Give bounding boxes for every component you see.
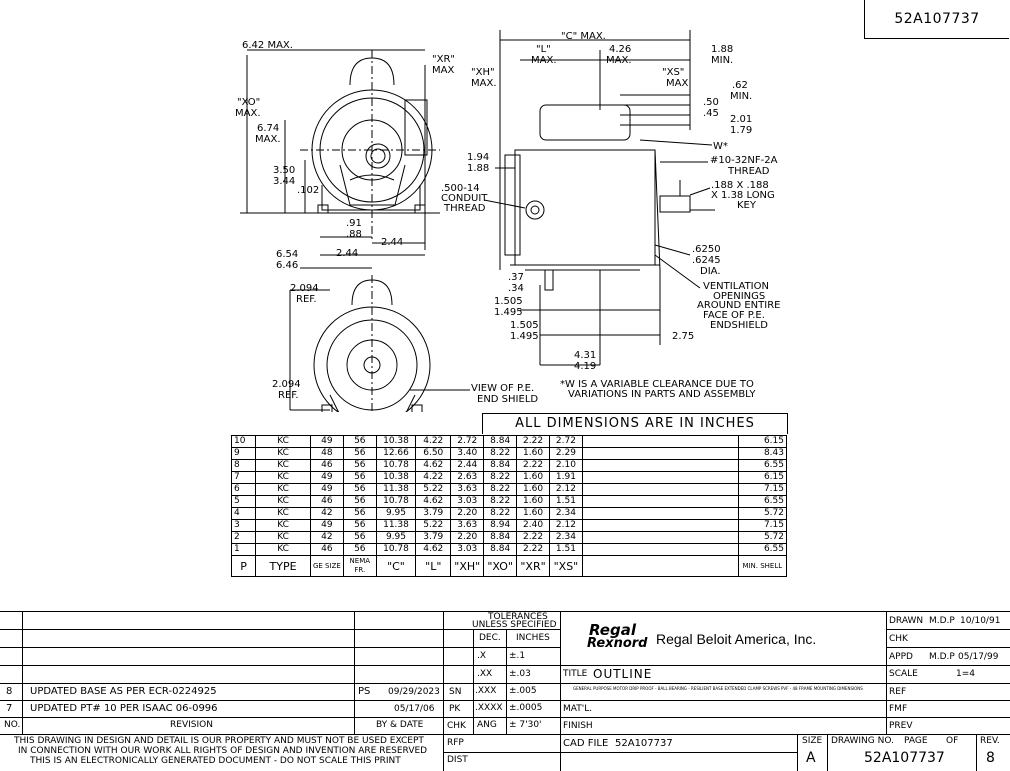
- dimension-cell: 10.78: [376, 496, 415, 508]
- drawing-no-value: 52A107737: [864, 750, 945, 766]
- dimension-cell: 7.15: [738, 484, 786, 496]
- dim-label: THREAD: [444, 203, 486, 214]
- dimension-row: [232, 460, 787, 472]
- company-logo-top: Regal: [589, 621, 636, 639]
- dim-label: 1.495: [510, 331, 539, 342]
- rear-view: [290, 275, 470, 412]
- dim-label: VARIATIONS IN PARTS AND ASSEMBLY: [568, 389, 756, 400]
- dimension-cell: 8.84: [484, 532, 517, 544]
- dimension-cell: 9.95: [376, 508, 415, 520]
- dim-label: 1.88: [711, 44, 734, 55]
- dimension-cell: 10.38: [376, 436, 415, 448]
- dimension-header-cell: NEMA FR.: [343, 556, 376, 577]
- dimension-row: [232, 484, 787, 496]
- prev-label: PREV: [889, 721, 913, 731]
- dim-label: .88: [346, 229, 362, 240]
- tolerances-inches: INCHES: [516, 633, 550, 643]
- dimension-cell: [582, 484, 738, 496]
- dim-label: .6245: [692, 255, 721, 266]
- dimension-header-cell: "XS": [549, 556, 582, 577]
- dimension-header-cell: MIN. SHELL: [738, 556, 786, 577]
- appd-by: M.D.P: [929, 652, 955, 662]
- tol-value: ±.0005: [509, 703, 543, 713]
- dimension-cell: 2.72: [451, 436, 484, 448]
- dim-label: THREAD: [728, 166, 770, 177]
- dimension-cell: 3.40: [451, 448, 484, 460]
- tol-dec: .XXXX: [475, 703, 503, 713]
- dimension-cell: 46: [310, 496, 343, 508]
- dimension-header-cell: "XH": [451, 556, 484, 577]
- dim-label: KEY: [737, 200, 756, 211]
- dimension-cell: 2.22: [517, 532, 550, 544]
- dimension-cell: 10.78: [376, 544, 415, 556]
- dimension-cell: 56: [343, 544, 376, 556]
- dimensions-table-title: ALL DIMENSIONS ARE IN INCHES: [482, 413, 788, 434]
- dimension-cell: 6.55: [738, 496, 786, 508]
- dim-label: 3.50: [273, 165, 296, 176]
- dimension-header-cell: [582, 556, 738, 577]
- dimension-cell: 7: [232, 472, 256, 484]
- revision-text: UPDATED PT# 10 PER ISAAC 06-0996: [30, 703, 218, 714]
- dimension-cell: 3.79: [416, 508, 451, 520]
- notice-line: THIS IS AN ELECTRONICALLY GENERATED DOCUMENT - DO NOT SCALE THIS PRINT: [30, 756, 401, 766]
- dimension-cell: 42: [310, 508, 343, 520]
- dimension-cell: 2.40: [517, 520, 550, 532]
- dimension-cell: 56: [343, 496, 376, 508]
- revision-header-no: NO.: [4, 720, 21, 730]
- dimension-cell: KC: [256, 460, 311, 472]
- dim-label: MIN.: [730, 91, 753, 102]
- dimension-cell: 56: [343, 532, 376, 544]
- tol-value: ± 7'30': [509, 720, 542, 730]
- dimension-cell: 2.20: [451, 532, 484, 544]
- dim-label: .34: [508, 283, 524, 294]
- dim-label: 1.505: [510, 320, 539, 331]
- dim-label: OPENINGS: [713, 291, 766, 302]
- dimension-cell: [582, 496, 738, 508]
- dim-label: END SHIELD: [477, 394, 539, 405]
- dimension-cell: 56: [343, 460, 376, 472]
- dim-label: MAX.: [531, 55, 557, 66]
- dim-label: 1.79: [730, 125, 753, 136]
- dim-label: 1.495: [494, 307, 523, 318]
- tol-value: ±.005: [509, 686, 537, 696]
- tol-side: PK: [449, 704, 461, 714]
- tol-side: DIST: [447, 755, 468, 765]
- dimension-cell: 5.72: [738, 532, 786, 544]
- company-logo-bottom: Rexnord: [587, 636, 648, 651]
- dim-label: .102: [297, 185, 320, 196]
- dimension-cell: 9.95: [376, 532, 415, 544]
- dimension-cell: [582, 508, 738, 520]
- dim-label: .188 X .188: [711, 180, 769, 191]
- dimension-cell: 2.34: [549, 508, 582, 520]
- dim-label: MAX.: [255, 134, 281, 145]
- title-description: GENERAL PURPOSE MOTOR DRIP PROOF - BALL BEARING - RESILIENT BASE EXTENDED CLAMP SCREWS PVF - 48 FRAME MOUNTING DIMENSIONS: [573, 686, 863, 691]
- tol-side: RFP: [447, 738, 464, 748]
- dim-label: 1.94: [467, 152, 490, 163]
- dim-label: MAX: [666, 78, 689, 89]
- dimension-cell: 8.84: [484, 460, 517, 472]
- dimension-cell: 2.22: [517, 436, 550, 448]
- dim-label: .500-14: [441, 183, 480, 194]
- dimension-cell: KC: [256, 484, 311, 496]
- notice-line: THIS DRAWING IN DESIGN AND DETAIL IS OUR PROPERTY AND MUST NOT BE USED EXCEPT: [14, 736, 424, 746]
- dimension-cell: 2.10: [549, 460, 582, 472]
- chk-label: CHK: [889, 634, 908, 644]
- notice-line: IN CONNECTION WITH OUR WORK ALL RIGHTS OF DESIGN AND INVENTION ARE RESERVED: [18, 746, 428, 756]
- dimension-cell: 1.51: [549, 544, 582, 556]
- revision-header-revision: REVISION: [170, 720, 213, 730]
- dimension-cell: 1.91: [549, 472, 582, 484]
- dim-label: VIEW OF P.E.: [471, 383, 535, 394]
- tol-dec: .XX: [477, 669, 493, 679]
- dimension-cell: 56: [343, 448, 376, 460]
- dim-label: "C" MAX.: [561, 31, 606, 42]
- dim-label: 4.19: [574, 361, 597, 372]
- rev-value: 8: [986, 750, 995, 766]
- dim-label: 6.42 MAX.: [242, 40, 293, 51]
- revision-no: 8: [6, 686, 13, 697]
- matl-label: MAT'L.: [563, 704, 593, 714]
- dimension-cell: 2.22: [517, 460, 550, 472]
- dimension-header-cell: "XR": [517, 556, 550, 577]
- dimension-cell: 12.66: [376, 448, 415, 460]
- cad-file-label: CAD FILE: [563, 738, 609, 749]
- dim-label: 3.44: [273, 176, 296, 187]
- dimension-cell: 56: [343, 508, 376, 520]
- dimension-cell: 48: [310, 448, 343, 460]
- dim-label: 2.094: [290, 283, 319, 294]
- dimension-header-cell: TYPE: [256, 556, 311, 577]
- dim-label: 6.74: [257, 123, 280, 134]
- dimension-cell: 1.60: [517, 496, 550, 508]
- dimension-cell: 8.22: [484, 472, 517, 484]
- dim-label: REF.: [296, 294, 317, 305]
- dimension-cell: 56: [343, 472, 376, 484]
- dim-label: "XH": [471, 67, 495, 78]
- drawn-label: DRAWN: [889, 616, 924, 626]
- dimension-cell: 4.22: [416, 472, 451, 484]
- dimension-cell: 56: [343, 436, 376, 448]
- dim-label: "XO": [237, 97, 261, 108]
- dimension-cell: 3: [232, 520, 256, 532]
- dim-label: "XR": [432, 54, 455, 65]
- dimension-cell: 6.55: [738, 460, 786, 472]
- dim-label: .45: [703, 108, 719, 119]
- dimension-cell: 8.84: [484, 436, 517, 448]
- dimension-cell: 49: [310, 484, 343, 496]
- dimension-cell: 8: [232, 460, 256, 472]
- dimension-header-row: [232, 556, 787, 577]
- dimension-cell: 6: [232, 484, 256, 496]
- dimension-cell: KC: [256, 436, 311, 448]
- dimension-header-cell: "XO": [484, 556, 517, 577]
- front-view: [240, 50, 440, 268]
- dimension-cell: 3.03: [451, 496, 484, 508]
- dimension-cell: [582, 472, 738, 484]
- rev-label: REV.: [980, 736, 1000, 746]
- dim-label: .6250: [692, 244, 721, 255]
- dimension-cell: KC: [256, 472, 311, 484]
- tol-value: ±.1: [509, 651, 526, 661]
- tolerances-subtitle: UNLESS SPECIFIED: [472, 620, 557, 630]
- of-label: OF: [946, 736, 959, 746]
- dimension-cell: 8.22: [484, 508, 517, 520]
- dimension-cell: 2.72: [549, 436, 582, 448]
- dimension-cell: KC: [256, 532, 311, 544]
- dimension-cell: [582, 520, 738, 532]
- dimension-cell: 49: [310, 436, 343, 448]
- dim-label: 2.75: [672, 331, 695, 342]
- size-value: A: [806, 750, 816, 766]
- dimension-cell: 1: [232, 544, 256, 556]
- dimension-cell: 3.63: [451, 484, 484, 496]
- dimension-cell: 4.62: [416, 544, 451, 556]
- dimension-header-cell: "C": [376, 556, 415, 577]
- ref-label: REF: [889, 687, 907, 697]
- drawn-by: M.D.P: [929, 616, 955, 626]
- dimension-cell: 10.38: [376, 472, 415, 484]
- dim-label: "L": [536, 44, 551, 55]
- dim-label: 2.094: [272, 379, 301, 390]
- dimension-cell: 49: [310, 472, 343, 484]
- tol-side: CHK: [447, 721, 466, 731]
- appd-label: APPD: [889, 652, 913, 662]
- dimension-cell: 8.84: [484, 544, 517, 556]
- dimension-cell: 49: [310, 520, 343, 532]
- tol-side: SN: [449, 687, 462, 697]
- dim-label: MAX.: [471, 78, 497, 89]
- dimension-cell: 4.22: [416, 436, 451, 448]
- dimension-cell: 11.38: [376, 484, 415, 496]
- dim-label: VENTILATION: [703, 281, 769, 292]
- dimension-row: [232, 544, 787, 556]
- dimension-cell: 46: [310, 544, 343, 556]
- dim-label: 6.46: [276, 260, 299, 271]
- dimension-cell: 1.60: [517, 472, 550, 484]
- dim-label: MAX.: [606, 55, 632, 66]
- dimension-cell: [582, 532, 738, 544]
- dimension-cell: 8.22: [484, 448, 517, 460]
- dimension-cell: 11.38: [376, 520, 415, 532]
- dim-label: X 1.38 LONG: [711, 190, 775, 201]
- dimension-header-cell: GE SIZE: [310, 556, 343, 577]
- dimension-cell: 4.62: [416, 496, 451, 508]
- dim-label: 6.54: [276, 249, 299, 260]
- revision-date: 09/29/2023: [388, 687, 440, 697]
- tol-value: ±.03: [509, 669, 531, 679]
- dim-label: "XS": [662, 67, 685, 78]
- dimension-cell: 8.94: [484, 520, 517, 532]
- dimension-cell: 5.22: [416, 520, 451, 532]
- dim-label: .91: [346, 218, 362, 229]
- dimension-row: [232, 436, 787, 448]
- dimension-cell: 5.72: [738, 508, 786, 520]
- dimension-row: [232, 472, 787, 484]
- dimension-cell: [582, 436, 738, 448]
- dimension-cell: KC: [256, 520, 311, 532]
- revision-text: UPDATED BASE AS PER ECR-0224925: [30, 686, 217, 697]
- dim-label: 2.44: [336, 248, 359, 259]
- cad-file-value: 52A107737: [615, 738, 673, 749]
- dimension-cell: 7.15: [738, 520, 786, 532]
- dimension-cell: 2.34: [549, 532, 582, 544]
- dimension-row: [232, 532, 787, 544]
- dimension-cell: 9: [232, 448, 256, 460]
- dimension-cell: 56: [343, 484, 376, 496]
- dimension-cell: 4: [232, 508, 256, 520]
- dimension-cell: 1.60: [517, 448, 550, 460]
- dimension-cell: [582, 448, 738, 460]
- dimension-row: [232, 496, 787, 508]
- drawing-number: 52A107737: [894, 11, 980, 27]
- dim-label: W*: [713, 141, 728, 152]
- title-value: OUTLINE: [593, 667, 653, 681]
- dimension-cell: 2: [232, 532, 256, 544]
- dim-label: .37: [508, 272, 524, 283]
- revision-by: PS: [358, 686, 371, 697]
- dimension-cell: 46: [310, 460, 343, 472]
- drawn-date: 10/10/91: [960, 616, 1001, 626]
- dim-label: 1.88: [467, 163, 490, 174]
- dim-label: FACE OF P.E.: [703, 310, 765, 321]
- dimension-cell: 10.78: [376, 460, 415, 472]
- dimension-cell: 4.62: [416, 460, 451, 472]
- dimension-cell: 6.50: [416, 448, 451, 460]
- dimension-cell: [582, 460, 738, 472]
- dim-label: REF.: [278, 390, 299, 401]
- dimension-cell: KC: [256, 496, 311, 508]
- dim-label: AROUND ENTIRE: [697, 300, 781, 311]
- tolerances-title: TOLERANCES: [488, 612, 548, 622]
- dim-label: 2.01: [730, 114, 753, 125]
- dim-label: ENDSHIELD: [710, 320, 768, 331]
- dimension-cell: 5: [232, 496, 256, 508]
- dimension-cell: 3.63: [451, 520, 484, 532]
- dimension-cell: 3.79: [416, 532, 451, 544]
- revision-no: 7: [6, 703, 13, 714]
- revision-date: 05/17/06: [394, 704, 435, 714]
- dimension-cell: 10: [232, 436, 256, 448]
- dimensions-table: [231, 435, 787, 577]
- dimension-cell: 2.29: [549, 448, 582, 460]
- dimension-cell: 2.63: [451, 472, 484, 484]
- dim-label: MAX: [432, 65, 455, 76]
- page-label: PAGE: [904, 736, 928, 746]
- drawing-no-label: DRAWING NO.: [831, 736, 894, 746]
- dimension-cell: KC: [256, 544, 311, 556]
- dimension-cell: 2.20: [451, 508, 484, 520]
- scale-label: SCALE: [889, 669, 918, 679]
- dim-label: .50: [703, 97, 719, 108]
- dimension-cell: 1.60: [517, 508, 550, 520]
- dimension-cell: 2.22: [517, 544, 550, 556]
- title-label: TITLE: [563, 669, 588, 679]
- dimension-cell: KC: [256, 508, 311, 520]
- tol-dec: .X: [477, 651, 487, 661]
- dimension-cell: 1.60: [517, 484, 550, 496]
- dim-label: CONDUIT: [441, 193, 488, 204]
- dimension-cell: 6.55: [738, 544, 786, 556]
- dimension-row: [232, 448, 787, 460]
- dimension-cell: 1.51: [549, 496, 582, 508]
- tolerances-dec: DEC.: [479, 633, 501, 643]
- dim-label: MAX.: [235, 108, 261, 119]
- dimension-cell: 8.22: [484, 484, 517, 496]
- dimension-cell: [582, 544, 738, 556]
- dimension-header-cell: P: [232, 556, 256, 577]
- dimension-cell: 6.15: [738, 436, 786, 448]
- dim-label: DIA.: [700, 266, 721, 277]
- dim-label: 4.26: [609, 44, 632, 55]
- revision-header-by-date: BY & DATE: [376, 720, 424, 730]
- dimension-cell: 8.22: [484, 496, 517, 508]
- dim-label: 1.505: [494, 296, 523, 307]
- dimension-cell: 6.15: [738, 472, 786, 484]
- dimension-cell: 56: [343, 520, 376, 532]
- finish-label: FINISH: [563, 721, 593, 731]
- dim-label: MIN.: [711, 55, 734, 66]
- dim-label: #10-32NF-2A: [710, 155, 778, 166]
- dimension-row: [232, 508, 787, 520]
- dim-label: *W IS A VARIABLE CLEARANCE DUE TO: [560, 379, 754, 390]
- fmf-label: FMF: [889, 704, 908, 714]
- size-label: SIZE: [802, 736, 823, 746]
- scale-value: 1=4: [956, 669, 975, 679]
- dimension-row: [232, 520, 787, 532]
- dimension-cell: 2.12: [549, 484, 582, 496]
- dimension-cell: KC: [256, 448, 311, 460]
- dimension-cell: 42: [310, 532, 343, 544]
- dim-label: .62: [732, 80, 748, 91]
- dim-label: 2.44: [381, 237, 404, 248]
- company-name: Regal Beloit America, Inc.: [656, 631, 817, 647]
- tol-dec: .XXX: [475, 686, 497, 696]
- tol-dec: ANG: [477, 720, 497, 730]
- dimension-cell: 5.22: [416, 484, 451, 496]
- dimension-header-cell: "L": [416, 556, 451, 577]
- appd-date: 05/17/99: [958, 652, 999, 662]
- dimension-cell: 2.44: [451, 460, 484, 472]
- dimension-cell: 2.12: [549, 520, 582, 532]
- dim-label: 4.31: [574, 350, 597, 361]
- dimension-cell: 3.03: [451, 544, 484, 556]
- dimension-cell: 8.43: [738, 448, 786, 460]
